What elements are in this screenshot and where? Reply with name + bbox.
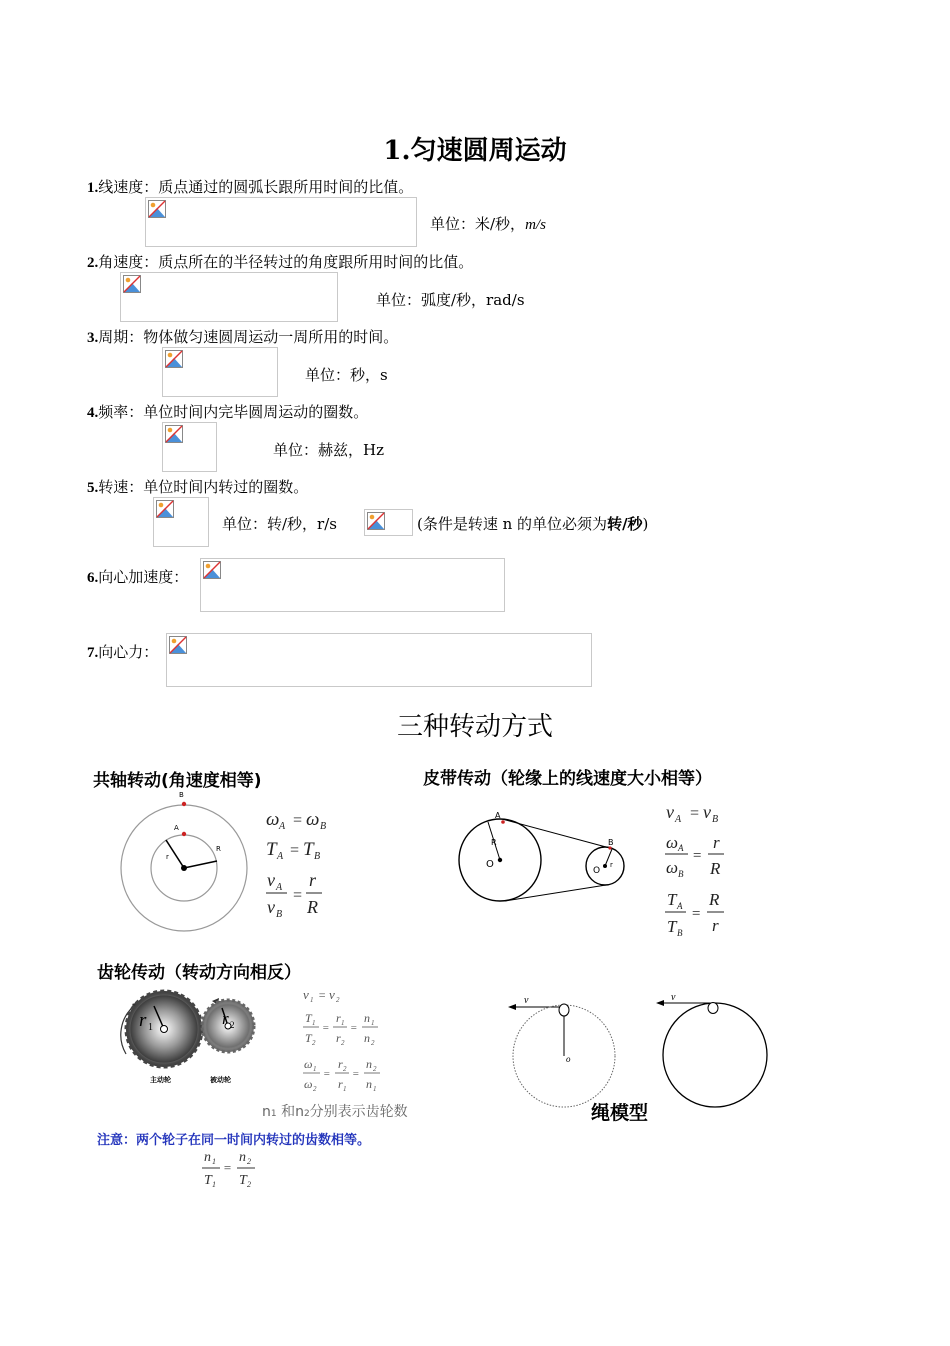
svg-text:A: A [276, 882, 283, 893]
formula-image-centripetal-acceleration [200, 558, 505, 612]
svg-text:A: A [279, 821, 286, 832]
item-text: 转速：单位时间内转过的圈数。 [98, 478, 309, 496]
svg-text:=: = [292, 812, 303, 829]
item-text: 向心加速度： [98, 568, 189, 586]
svg-text:T: T [266, 839, 277, 860]
svg-text:2: 2 [312, 1039, 316, 1047]
svg-text:r: r [338, 1077, 343, 1091]
formula-image-frequency [162, 422, 217, 472]
svg-text:1: 1 [212, 1157, 216, 1166]
svg-text:R: R [710, 859, 721, 878]
svg-text:v: v [329, 987, 335, 1002]
svg-text:2: 2 [373, 1065, 377, 1073]
svg-text:n: n [364, 1011, 370, 1025]
svg-text:1: 1 [312, 1019, 316, 1027]
svg-text:1: 1 [373, 1085, 377, 1093]
svg-text:ω: ω [666, 858, 679, 877]
item-rotation-speed [87, 476, 308, 497]
item-number: 5. [87, 480, 99, 496]
svg-text:2: 2 [336, 996, 340, 1004]
label-A: A [495, 811, 501, 820]
unit-linear-velocity: 单位：米/秒，m/s [430, 215, 546, 233]
svg-text:T: T [667, 890, 677, 909]
svg-text:r: r [139, 1010, 147, 1031]
belt-title: 皮带传动（轮缘上的线速度大小相等） [423, 769, 712, 789]
svg-text:n: n [366, 1077, 372, 1091]
svg-text:r: r [336, 1031, 341, 1045]
svg-text:1: 1 [313, 1065, 317, 1073]
unit-period: 单位：秒，s [305, 366, 388, 384]
svg-text:2: 2 [371, 1039, 375, 1047]
velocity-label-1: v [524, 995, 529, 1006]
item-frequency [87, 401, 368, 422]
gear-note: 注意：两个轮子在同一时间内转过的齿数相等。 [97, 1133, 371, 1148]
svg-text:n: n [204, 1150, 211, 1165]
svg-text:=: = [692, 848, 703, 864]
svg-text:B: B [314, 851, 321, 862]
svg-text:2: 2 [247, 1157, 251, 1166]
svg-text:=: = [223, 1160, 232, 1175]
velocity-label-2: v [671, 992, 676, 1003]
svg-text:r: r [338, 1057, 343, 1071]
svg-text:=: = [318, 988, 327, 1002]
gear-teeth-formula [198, 1146, 263, 1192]
svg-text:B: B [678, 869, 684, 879]
formula-image-period [162, 347, 278, 397]
svg-text:v: v [303, 987, 309, 1002]
svg-text:1: 1 [212, 1180, 216, 1189]
item-text: 频率：单位时间内完毕圆周运动的圈数。 [98, 403, 369, 421]
svg-text:=: = [323, 1068, 331, 1080]
item-angular-velocity [87, 251, 473, 272]
svg-text:B: B [712, 814, 719, 825]
svg-text:2: 2 [343, 1065, 347, 1073]
driving-gear-label: 主动轮 [150, 1076, 171, 1084]
coaxial-diagram [110, 788, 260, 938]
svg-text:B: B [320, 821, 327, 832]
label-r: r [166, 853, 169, 861]
svg-text:1: 1 [371, 1019, 375, 1027]
svg-text:v: v [267, 897, 275, 917]
svg-text:T: T [305, 1031, 312, 1045]
broken-image-icon [165, 425, 183, 443]
item-text: 线速度：质点通过的圆弧长跟所用时间的比值。 [98, 178, 414, 196]
svg-text:r: r [336, 1011, 341, 1025]
svg-text:1: 1 [310, 996, 314, 1004]
svg-text:=: = [350, 1022, 358, 1034]
svg-text:ω: ω [266, 809, 280, 830]
svg-text:T: T [303, 839, 314, 860]
svg-text:A: A [677, 901, 683, 911]
center-label: o [566, 1054, 571, 1064]
unit-frequency: 单位：赫兹，Hz [273, 441, 384, 459]
item-text: 向心力： [98, 643, 159, 661]
svg-text:ω: ω [666, 833, 679, 852]
belt-diagram [450, 805, 640, 905]
label-r: r [610, 861, 613, 869]
svg-text:r: r [712, 916, 719, 935]
item-number: 3. [87, 330, 99, 346]
svg-text:R: R [709, 890, 720, 909]
svg-text:r: r [309, 870, 317, 890]
svg-text:=: = [691, 906, 702, 922]
svg-text:=: = [352, 1068, 360, 1080]
svg-text:=: = [292, 887, 303, 904]
formula-image-linear-velocity [145, 197, 417, 247]
svg-text:1: 1 [341, 1019, 345, 1027]
broken-image-icon [169, 636, 187, 654]
svg-text:2: 2 [341, 1039, 345, 1047]
broken-image-icon [123, 275, 141, 293]
coaxial-formulas [262, 805, 352, 920]
gear-caption: n1 和n2分别表示齿轮数 [262, 1104, 408, 1120]
svg-text:v: v [703, 802, 711, 822]
svg-text:=: = [689, 805, 700, 822]
section1-title: 1.匀速圆周运动 [383, 136, 567, 166]
broken-image-icon [367, 512, 385, 530]
broken-image-icon [148, 200, 166, 218]
gear-diagram [112, 984, 262, 1086]
broken-image-icon [156, 500, 174, 518]
section2-title: 三种转动方式 [396, 712, 553, 742]
svg-text:T: T [239, 1173, 247, 1188]
coaxial-title: 共轴转动(角速度相等) [93, 771, 262, 791]
item-text: 周期：物体做匀速圆周运动一周所用的时间。 [98, 328, 399, 346]
svg-text:ω: ω [304, 1077, 313, 1091]
svg-text:v: v [666, 802, 674, 822]
speed-condition-text: (条件是转速 n 的单位必须为转/秒) [417, 515, 649, 533]
svg-text:R: R [307, 897, 318, 917]
item-centripetal-force [87, 641, 158, 662]
unit-rotation-speed: 单位：转/秒，r/s [222, 515, 337, 533]
formula-image-rotation-speed [153, 497, 209, 547]
svg-text:T: T [204, 1173, 212, 1188]
svg-text:1: 1 [343, 1085, 347, 1093]
svg-text:A: A [675, 814, 682, 825]
gear-title: 齿轮传动（转动方向相反） [97, 963, 301, 983]
label-B: B [179, 791, 184, 799]
svg-text:ω: ω [304, 1057, 313, 1071]
svg-text:2: 2 [313, 1085, 317, 1093]
item-text: 角速度：质点所在的半径转过的角度跟所用时间的比值。 [98, 253, 474, 271]
label-R: R [216, 845, 221, 853]
gear-formulas [300, 984, 390, 1099]
formula-image-angular-velocity [120, 272, 338, 322]
item-number: 7. [87, 645, 99, 661]
svg-text:B: B [677, 928, 683, 938]
svg-text:=: = [322, 1022, 330, 1034]
unit-angular-velocity: 单位：弧度/秒，rad/s [376, 291, 525, 309]
svg-text:ω: ω [306, 809, 320, 830]
svg-text:n: n [239, 1150, 246, 1165]
svg-text:n: n [364, 1031, 370, 1045]
item-number: 1. [87, 180, 99, 196]
label-A: A [174, 824, 179, 832]
item-number: 2. [87, 255, 99, 271]
label-O-small: O [593, 866, 601, 876]
driven-gear-label: 被动轮 [210, 1076, 231, 1084]
formula-image-centripetal-force [166, 633, 592, 687]
label-O-large: O [486, 859, 494, 870]
svg-text:1: 1 [148, 1022, 153, 1033]
item-linear-velocity [87, 176, 413, 197]
svg-text:n: n [366, 1057, 372, 1071]
svg-text:A: A [277, 851, 284, 862]
belt-formulas [662, 800, 737, 940]
rope-model-label: 绳模型 [591, 1102, 649, 1124]
svg-text:r: r [713, 833, 720, 852]
svg-text:T: T [305, 1011, 312, 1025]
svg-text:T: T [667, 917, 677, 936]
label-B: B [608, 838, 614, 847]
formula-image-speed-condition [364, 509, 413, 536]
svg-text:2: 2 [230, 1020, 235, 1030]
item-number: 4. [87, 405, 99, 421]
item-centripetal-acceleration [87, 566, 188, 587]
label-R: R [491, 838, 497, 847]
svg-text:=: = [289, 842, 300, 859]
broken-image-icon [203, 561, 221, 579]
broken-image-icon [165, 350, 183, 368]
svg-text:A: A [678, 843, 684, 853]
svg-text:v: v [267, 870, 275, 890]
svg-text:B: B [276, 909, 283, 920]
item-number: 6. [87, 570, 99, 586]
svg-text:2: 2 [247, 1180, 251, 1189]
item-period [87, 326, 398, 347]
svg-text:r: r [222, 1009, 229, 1028]
